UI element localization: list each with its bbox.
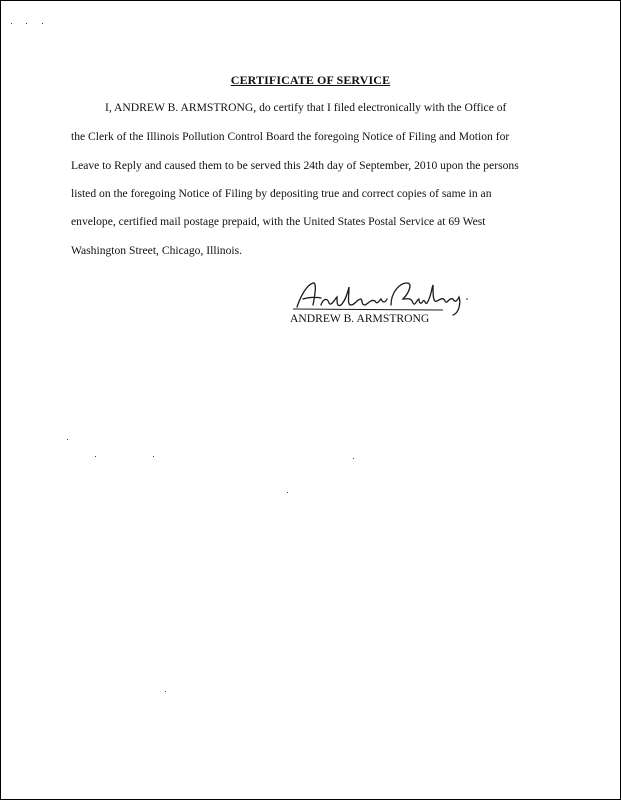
scan-speck [95,456,96,457]
scan-speck [165,691,166,692]
body-line-5: envelope, certified mail postage prepaid, with the United States Postal Service at 69 West [71,215,486,228]
body-line-4: listed on the foregoing Notice of Filing by depositing true and correct copies of same in an [71,187,492,200]
certificate-title: CERTIFICATE OF SERVICE [230,73,391,87]
scan-speck [353,458,354,459]
signer-printed-name: ANDREW B. ARMSTRONG [290,312,430,325]
scan-speck [26,23,27,24]
scan-speck [67,439,68,440]
scan-speck [11,23,12,24]
body-line-3: Leave to Reply and caused them to be served this 24th day of September, 2010 upon the persons [71,159,519,172]
scan-speck [42,23,43,24]
body-line-2: the Clerk of the Illinois Pollution Control Board the foregoing Notice of Filing and Motion for [71,130,510,143]
scan-speck [153,456,154,457]
handwritten-signature [291,277,471,317]
body-line-1: I, ANDREW B. ARMSTRONG, do certify that I filed electronically with the Office of [105,101,507,114]
scan-speck [287,492,288,493]
body-line-6: Washington Street, Chicago, Illinois. [71,244,243,257]
